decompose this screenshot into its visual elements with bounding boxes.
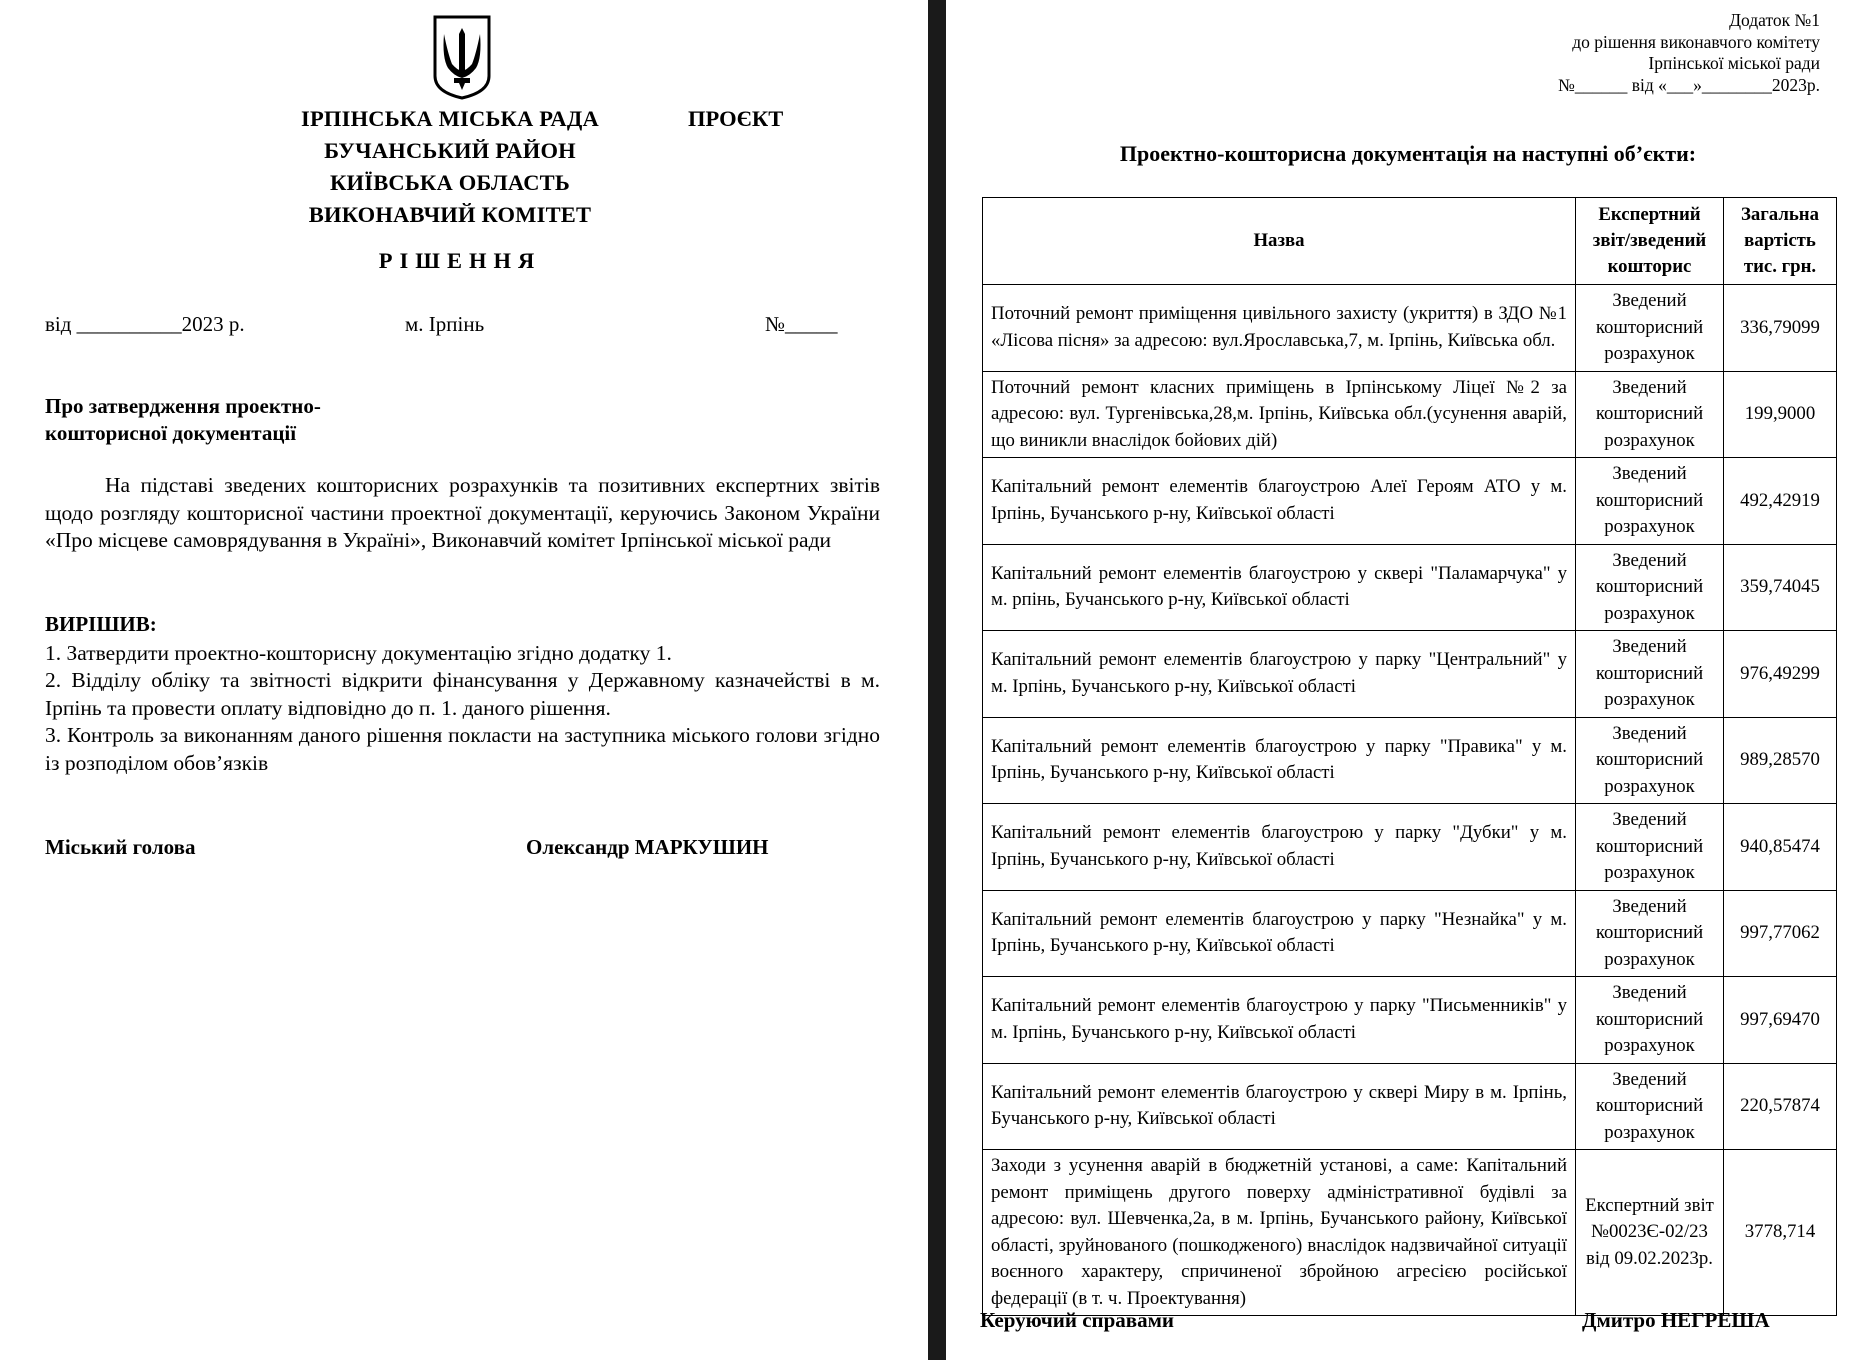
decision-page	[0, 0, 928, 1360]
cell-name: Капітальний ремонт елементів благоустрою у парку "Дубки" у м. Ірпінь, Бучанського р-ну, Київської області	[983, 804, 1576, 891]
cell-cost: 220,57874	[1724, 1063, 1837, 1150]
cell-cost: 997,77062	[1724, 890, 1837, 977]
city: м. Ірпінь	[405, 312, 485, 336]
table-header-row	[983, 198, 1837, 285]
trident-coat-of-arms-icon	[432, 14, 492, 100]
column-header-name: Назва	[983, 198, 1576, 285]
cell-cost: 976,49299	[1724, 631, 1837, 718]
cell-document: Зведений кошторисний розрахунок	[1576, 717, 1724, 804]
preamble	[45, 472, 880, 555]
cell-cost: 359,74045	[1724, 544, 1837, 631]
cell-name: Капітальний ремонт елементів благоустрою у парку "Центральний" у м. Ірпінь, Бучанського р-ну, Київської області	[983, 631, 1576, 718]
executive-committee: ВИКОНАВЧИЙ КОМІТЕТ	[308, 202, 592, 227]
cell-cost: 940,85474	[1724, 804, 1837, 891]
resolved-label: ВИРІШИВ:	[45, 612, 157, 636]
decision-title: РІШЕННЯ	[378, 248, 542, 273]
appendix-council: Ірпінської міської ради	[1648, 53, 1820, 73]
appendix-header	[1460, 10, 1820, 96]
cell-cost: 989,28570	[1724, 717, 1837, 804]
cell-name: Капітальний ремонт елементів благоустрою Алеї Героям АТО у м. Ірпінь, Бучанського р-ну, Київської області	[983, 458, 1576, 545]
table-row	[983, 371, 1837, 458]
table-row	[983, 1150, 1837, 1316]
cell-document: Зведений кошторисний розрахунок	[1576, 1063, 1724, 1150]
cell-document: Зведений кошторисний розрахунок	[1576, 544, 1724, 631]
cell-cost: 492,42919	[1724, 458, 1837, 545]
appendix-ref: до рішення виконавчого комітету	[1572, 31, 1820, 52]
mayor-name: Олександр МАРКУШИН	[526, 835, 769, 859]
cell-name: Заходи з усунення аварій в бюджетній установі, а саме: Капітальний ремонт приміщень другого поверху адміністративної будівлі за адресою: вул. Шевченка,2а, в м. Ірпінь, Бучанського району, Київської області, зруйнованого (пошкодженого) внаслідок надзвичайної ситуації воєнного характеру, спричиненої збройною агресією російської федерації (в т. ч. Проектування)	[983, 1150, 1576, 1316]
table-row	[983, 1063, 1837, 1150]
date-line: від __________2023 р.	[45, 312, 245, 336]
table-row	[983, 890, 1837, 977]
table-row	[983, 804, 1837, 891]
cell-document: Зведений кошторисний розрахунок	[1576, 804, 1724, 891]
cell-cost: 997,69470	[1724, 977, 1837, 1064]
appendix-number: Додаток №1	[1729, 10, 1820, 30]
table-row	[983, 458, 1837, 545]
subject-line-1: Про затвердження проектно-	[45, 394, 321, 418]
cell-name: Капітальний ремонт елементів благоустрою у парку "Правика" у м. Ірпінь, Бучанського р-ну, Київської області	[983, 717, 1576, 804]
appendix-date: №______ від «___»________2023р.	[1558, 74, 1820, 95]
column-header-cost: Загальна вартість тис. грн.	[1724, 198, 1837, 285]
decision-item-1: 1. Затвердити проектно-кошторисну документацію згідно додатку 1.	[45, 641, 672, 665]
cell-document: Зведений кошторисний розрахунок	[1576, 631, 1724, 718]
table-row	[983, 285, 1837, 372]
cell-document: Експертний звіт №0023Є-02/23 від 09.02.2023р.	[1576, 1150, 1724, 1316]
mayor-title: Міський голова	[45, 835, 196, 859]
manager-title: Керуючий справами	[980, 1308, 1175, 1332]
table-title: Проектно-кошторисна документація на наступні об’єкти:	[1119, 141, 1697, 166]
region-name: КИЇВСЬКА ОБЛАСТЬ	[330, 170, 570, 195]
objects-table	[982, 197, 1837, 1316]
council-name: ІРПІНСЬКА МІСЬКА РАДА	[301, 106, 599, 131]
cell-document: Зведений кошторисний розрахунок	[1576, 371, 1724, 458]
table-row	[983, 977, 1837, 1064]
cell-name: Капітальний ремонт елементів благоустрою у сквері Миру в м. Ірпінь, Бучанського р-ну, Київської області	[983, 1063, 1576, 1150]
appendix-page	[946, 0, 1870, 1360]
table-row	[983, 717, 1837, 804]
cell-document: Зведений кошторисний розрахунок	[1576, 458, 1724, 545]
table-body	[983, 285, 1837, 1316]
cell-name: Поточний ремонт класних приміщень в Ірпінському Ліцеї №2 за адресою: вул. Тургенівська,28,м. Ірпінь, Київська обл.(усунення аварій, що виникли внаслідок бойових дій)	[983, 371, 1576, 458]
cell-cost: 336,79099	[1724, 285, 1837, 372]
decision-item-2: 2. Відділу обліку та звітності відкрити фінансування у Державному казначействі в м. Ірпінь та провести оплату відповідно до п. 1. даного рішення.	[45, 668, 880, 720]
cell-name: Поточний ремонт приміщення цивільного захисту (укриття) в ЗДО №1 «Лісова пісня» за адресою: вул.Ярославська,7, м. Ірпінь, Київська обл.	[983, 285, 1576, 372]
cell-name: Капітальний ремонт елементів благоустрою у сквері "Паламарчука" у м. рпінь, Бучанського р-ну, Київської області	[983, 544, 1576, 631]
cell-document: Зведений кошторисний розрахунок	[1576, 285, 1724, 372]
table-row	[983, 631, 1837, 718]
manager-name: Дмитро НЕГРЕША	[1582, 1308, 1770, 1332]
decision-item-3: 3. Контроль за виконанням даного рішення покласти на заступника міського голови згідно із розподілом обов’язків	[45, 723, 880, 775]
number-line: №_____	[765, 312, 838, 336]
page-divider	[928, 0, 946, 1360]
district-name: БУЧАНСЬКИЙ РАЙОН	[324, 138, 576, 163]
column-header-document: Експертний звіт/зведений кошторис	[1576, 198, 1724, 285]
cell-name: Капітальний ремонт елементів благоустрою у парку "Незнайка" у м. Ірпінь, Бучанського р-ну, Київської області	[983, 890, 1576, 977]
cell-cost: 199,9000	[1724, 371, 1837, 458]
draft-label: ПРОЄКТ	[688, 106, 784, 131]
cell-document: Зведений кошторисний розрахунок	[1576, 890, 1724, 977]
cell-name: Капітальний ремонт елементів благоустрою у парку "Письменників" у м. Ірпінь, Бучанського р-ну, Київської області	[983, 977, 1576, 1064]
preamble-text: На підставі зведених кошторисних розрахунків та позитивних експертних звітів щодо розгляду кошторисної частини проектної документації, керуючись Законом України «Про місцеве самоврядування в Україні», Виконавчий комітет Ірпінської міської ради	[45, 473, 880, 552]
cell-cost: 3778,714	[1724, 1150, 1837, 1316]
subject-line-2: кошторисної документації	[45, 421, 297, 445]
cell-document: Зведений кошторисний розрахунок	[1576, 977, 1724, 1064]
table-row	[983, 544, 1837, 631]
